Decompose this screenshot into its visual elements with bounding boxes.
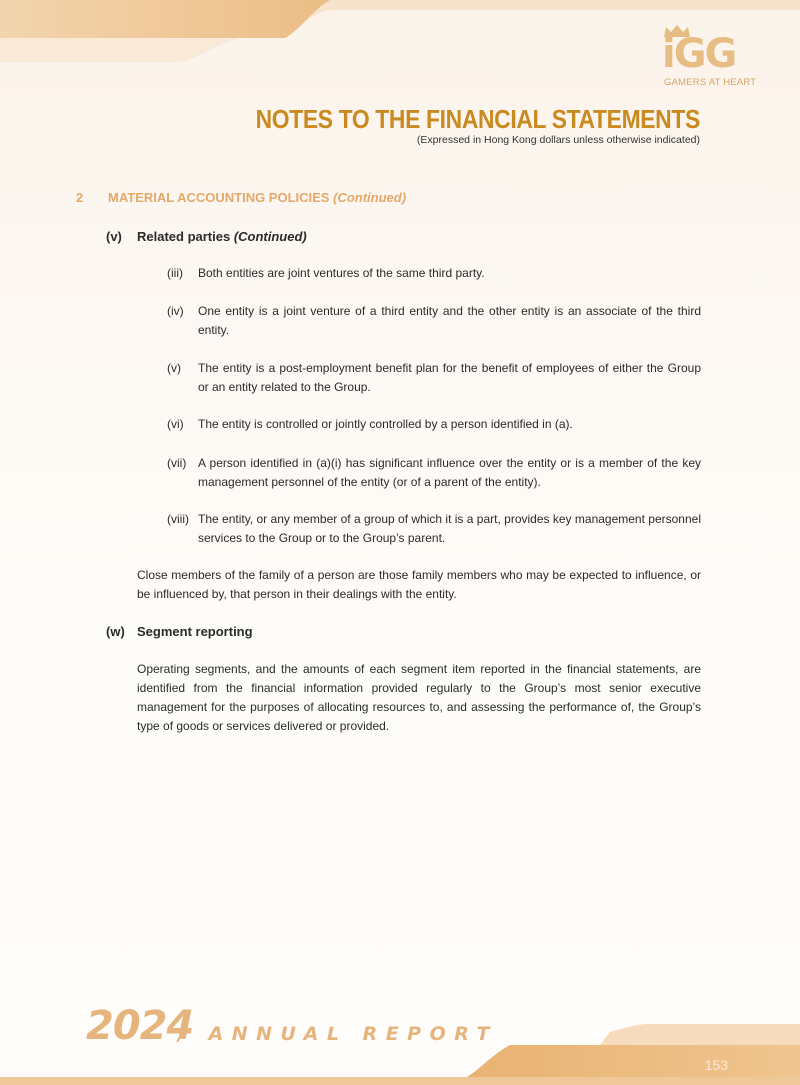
list-item [167, 510, 701, 548]
list-item [167, 415, 701, 434]
section-number: 2 [76, 190, 84, 205]
section-heading [76, 190, 406, 205]
segment-reporting-paragraph: Operating segments, and the amounts of each segment item reported in the financial statements, are identified from the financial information provided regularly to the Group’s most senior executive management for the purposes of allocating resources to, and assessing the performance of, the Group’s type of goods or services delivered or provided. [137, 662, 701, 733]
list-item-text: Both entities are joint ventures of the same third party. [198, 266, 485, 280]
page-number: 153 [704, 1057, 728, 1073]
list-item-number: (iv) [167, 304, 184, 318]
igg-logo [662, 24, 758, 90]
list-item-number: (iii) [167, 266, 183, 280]
subsection-title: Related parties [137, 229, 231, 244]
list-item [167, 359, 701, 397]
logo-tagline: GAMERS AT HEART [664, 77, 757, 88]
footer-year: 2024 [86, 1003, 194, 1049]
list-item-text: A person identified in (a)(i) has significant influence over the entity or is a member of the key management personnel of the entity (or of a parent of the entity). [198, 456, 701, 489]
page-title: NOTES TO THE FINANCIAL STATEMENTS [255, 104, 700, 134]
list-item-text: The entity is controlled or jointly controlled by a person identified in (a). [198, 417, 573, 431]
page-subtitle: (Expressed in Hong Kong dollars unless otherwise indicated) [416, 134, 700, 146]
list-item-number: (viii) [167, 512, 189, 526]
section-title: MATERIAL ACCOUNTING POLICIES [108, 190, 330, 205]
section-continued: (Continued) [333, 190, 407, 205]
list-item-number: (v) [167, 361, 181, 375]
subsection-label: (v) [106, 229, 122, 244]
subsection-label: (w) [106, 624, 125, 639]
subsection-heading-related-parties [106, 229, 307, 244]
list-item [167, 302, 701, 340]
related-parties-closing-paragraph: Close members of the family of a person are those family members who may be expected to influence, or be influenced by, that person in their dealings with the entity. [137, 568, 701, 601]
list-item-text: The entity, or any member of a group of which it is a part, provides key management personnel services to the Group or to the Group’s parent. [198, 512, 701, 545]
logo-mark: iGG [662, 31, 736, 77]
subsection-continued: (Continued) [233, 229, 307, 244]
list-item [167, 454, 701, 492]
list-item-number: (vii) [167, 456, 187, 470]
list-item-text: One entity is a joint venture of a third entity and the other entity is an associate of the third entity. [198, 304, 701, 337]
list-item-number: (vi) [167, 417, 184, 431]
footer-report-label: / ANNUAL REPORT [178, 1023, 498, 1045]
list-item-text: The entity is a post-employment benefit plan for the benefit of employees of either the Group or an entity related to the Group. [198, 361, 701, 394]
subsection-heading-segment-reporting [106, 624, 253, 639]
subsection-title: Segment reporting [137, 624, 253, 639]
list-item [167, 264, 701, 283]
